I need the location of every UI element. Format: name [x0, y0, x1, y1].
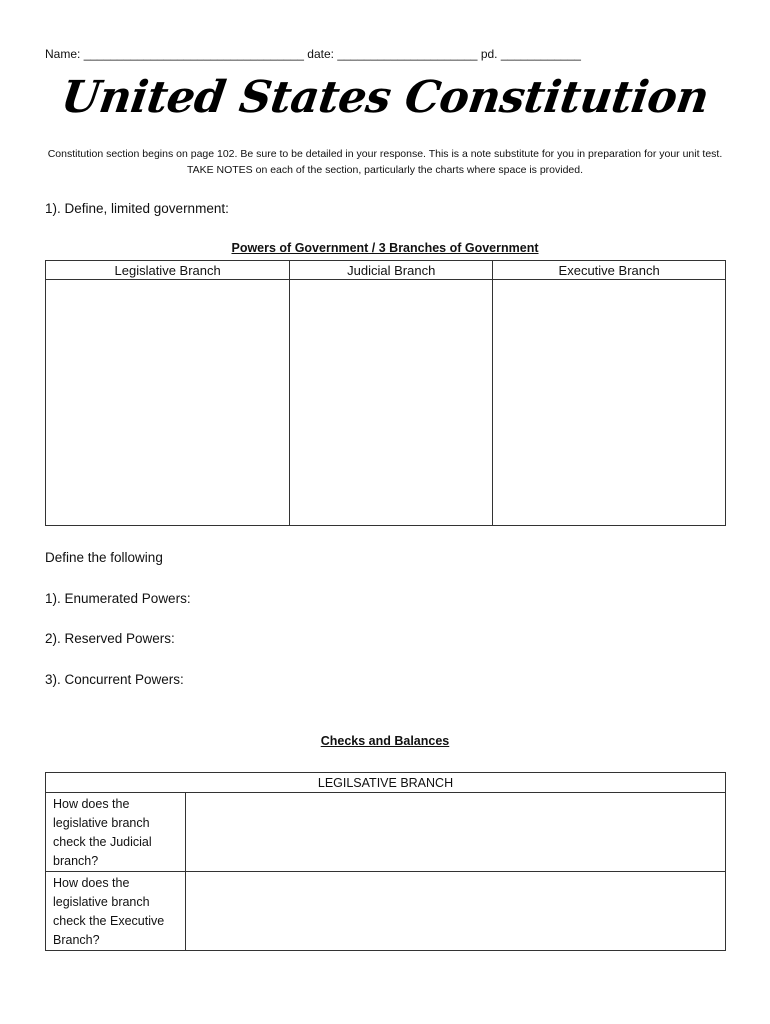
branches-table-title: Powers of Government / 3 Branches of Government	[231, 241, 539, 255]
date-label: date:	[307, 47, 334, 61]
legislative-notes-cell[interactable]	[46, 280, 290, 526]
judicial-notes-cell[interactable]	[290, 280, 493, 526]
column-header-judicial: Judicial Branch	[290, 261, 493, 280]
checks-question-judicial: How does the legislative branch check the Judicial branch?	[46, 793, 186, 872]
checks-title: Checks and Balances	[320, 734, 450, 748]
checks-table-header: LEGILSATIVE BRANCH	[46, 773, 726, 793]
checks-answer-judicial[interactable]	[186, 793, 726, 872]
define-concurrent-powers: 3). Concurrent Powers:	[45, 672, 184, 687]
define-heading: Define the following	[45, 550, 163, 565]
executive-notes-cell[interactable]	[493, 280, 726, 526]
student-info-line	[45, 47, 581, 61]
column-header-legislative: Legislative Branch	[46, 261, 290, 280]
pd-label: pd.	[480, 47, 498, 61]
date-blank[interactable]: _____________________	[337, 47, 478, 61]
pd-blank[interactable]: ____________	[500, 47, 581, 61]
name-blank[interactable]: _________________________________	[83, 47, 304, 61]
checks-answer-executive[interactable]	[186, 872, 726, 951]
column-header-executive: Executive Branch	[493, 261, 726, 280]
define-reserved-powers: 2). Reserved Powers:	[45, 631, 175, 646]
checks-table	[45, 772, 726, 951]
intro-paragraph: Constitution section begins on page 102. Be sure to be detailed in your response. This is a note substitute for you in preparation for your unit test. TAKE NOTES on each of the section, particularly the charts where space is provided.	[47, 148, 723, 176]
page-title: United States Constitution	[58, 72, 712, 123]
name-label: Name:	[45, 47, 81, 61]
branches-table	[45, 260, 726, 526]
define-enumerated-powers: 1). Enumerated Powers:	[45, 591, 191, 606]
question-limited-government: 1). Define, limited government:	[45, 201, 229, 216]
checks-question-executive: How does the legislative branch check the Executive Branch?	[46, 872, 186, 951]
